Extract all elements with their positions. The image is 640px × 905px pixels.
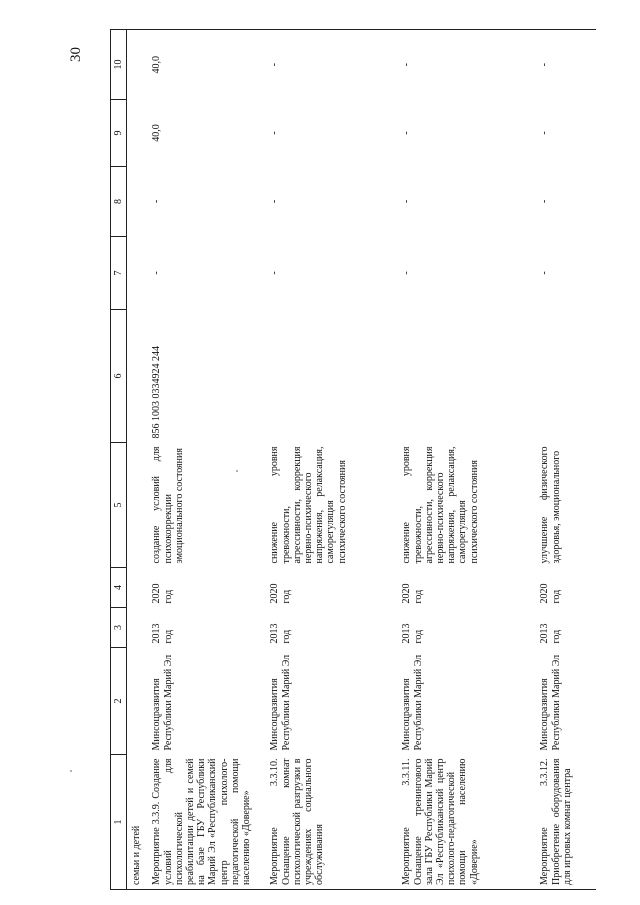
end-year-cell: 2020 год — [269, 583, 292, 604]
executor-cell: Минсоцразвития Республики Марий Эл — [269, 654, 292, 751]
value-cell-8: - — [269, 199, 281, 204]
result-cell: снижение уровня тревожности, агрессивности, коррекция нервно-психического напряжения, релаксация, саморегуляция психического состояния — [401, 446, 480, 564]
table-row — [266, 30, 398, 890]
col-header-8: 8 — [111, 167, 127, 237]
value-cell-9: - — [269, 131, 281, 135]
col-header-6: 6 — [111, 310, 127, 443]
result-cell: снижение уровня тревожности, агрессивности, коррекция нервно-психического напряжения, релаксация, саморегуляция психического состояния — [269, 446, 348, 564]
col-header-4: 4 — [111, 568, 127, 608]
end-year-cell: 2020 год — [401, 583, 424, 604]
measure-cell: Мероприятие 3.3.11. Оснащение тренингового зала ГБУ Республики Марий Эл «Республиканский центр психолого-педагогической помощи населению «Доверие» — [398, 755, 536, 890]
section-label: семьи и детей — [127, 755, 149, 890]
rotated-table-container — [110, 30, 615, 890]
value-cell-9: 40,0 — [151, 124, 163, 142]
end-year-cell: 2020 год — [151, 583, 174, 604]
executor-cell: Минсоцразвития Республики Марий Эл — [539, 654, 562, 751]
start-year-cell: 2013 год — [539, 623, 562, 644]
start-year-cell: 2013 год — [401, 623, 424, 644]
page-number: 30 — [68, 47, 84, 62]
col-header-1: 1 — [111, 755, 127, 890]
col-header-7: 7 — [111, 237, 127, 310]
col-header-5: 5 — [111, 443, 127, 568]
value-cell-10: 40,0 — [148, 30, 266, 100]
value-cell-8: - — [401, 199, 413, 204]
value-cell-7: - — [151, 271, 163, 275]
result-cell: улучшение физического здоровья, эмоционального — [539, 446, 562, 564]
value-cell-7: - — [401, 271, 413, 275]
value-cell-10: - — [398, 30, 536, 100]
start-year-cell: 2013 год — [269, 623, 292, 644]
value-cell-8: - — [151, 199, 163, 204]
table-row — [536, 30, 596, 890]
measure-cell: Мероприятие 3.3.9. Создание условий для психологической реабилитации детей и семей на базе ГБУ Республики Марий Эл «Республиканский центр психолого-педагогической помощи населению «Доверие» — [148, 755, 266, 890]
col-header-10: 10 — [111, 30, 127, 100]
executor-cell: Минсоцразвития Республики Марий Эл — [401, 654, 424, 751]
header-row — [111, 30, 127, 890]
measure-cell: Мероприятие 3.3.10. Оснащение комнат психологической разгрузки в учреждениях социального обслуживания — [266, 755, 398, 890]
measure-cell: Мероприятие 3.3.12. Приобретение оборудования для игровых комнат центра — [536, 755, 596, 890]
budget-code-cell — [398, 310, 536, 443]
value-cell-10: - — [266, 30, 398, 100]
col-header-2: 2 — [111, 648, 127, 755]
value-cell-8: - — [539, 199, 551, 204]
scan-speck — [70, 770, 72, 772]
result-cell: создание условий для психокоррекции эмоционального состояния — [151, 446, 185, 564]
budget-code-cell — [536, 310, 596, 443]
value-cell-9: - — [401, 131, 413, 135]
col-header-3: 3 — [111, 608, 127, 648]
table-row — [148, 30, 266, 890]
value-cell-10: - — [536, 30, 596, 100]
value-cell-7: - — [269, 271, 281, 275]
end-year-cell: 2020 год — [539, 583, 562, 604]
section-row — [127, 30, 149, 890]
table-row — [398, 30, 536, 890]
executor-cell: Минсоцразвития Республики Марий Эл — [151, 654, 174, 751]
program-measures-table — [110, 29, 596, 890]
col-header-9: 9 — [111, 100, 127, 167]
budget-code-cell: 856 1003 0334924 244 — [151, 346, 163, 439]
budget-code-cell — [266, 310, 398, 443]
value-cell-7: - — [539, 271, 551, 275]
start-year-cell: 2013 год — [151, 623, 174, 644]
value-cell-9: - — [539, 131, 551, 135]
